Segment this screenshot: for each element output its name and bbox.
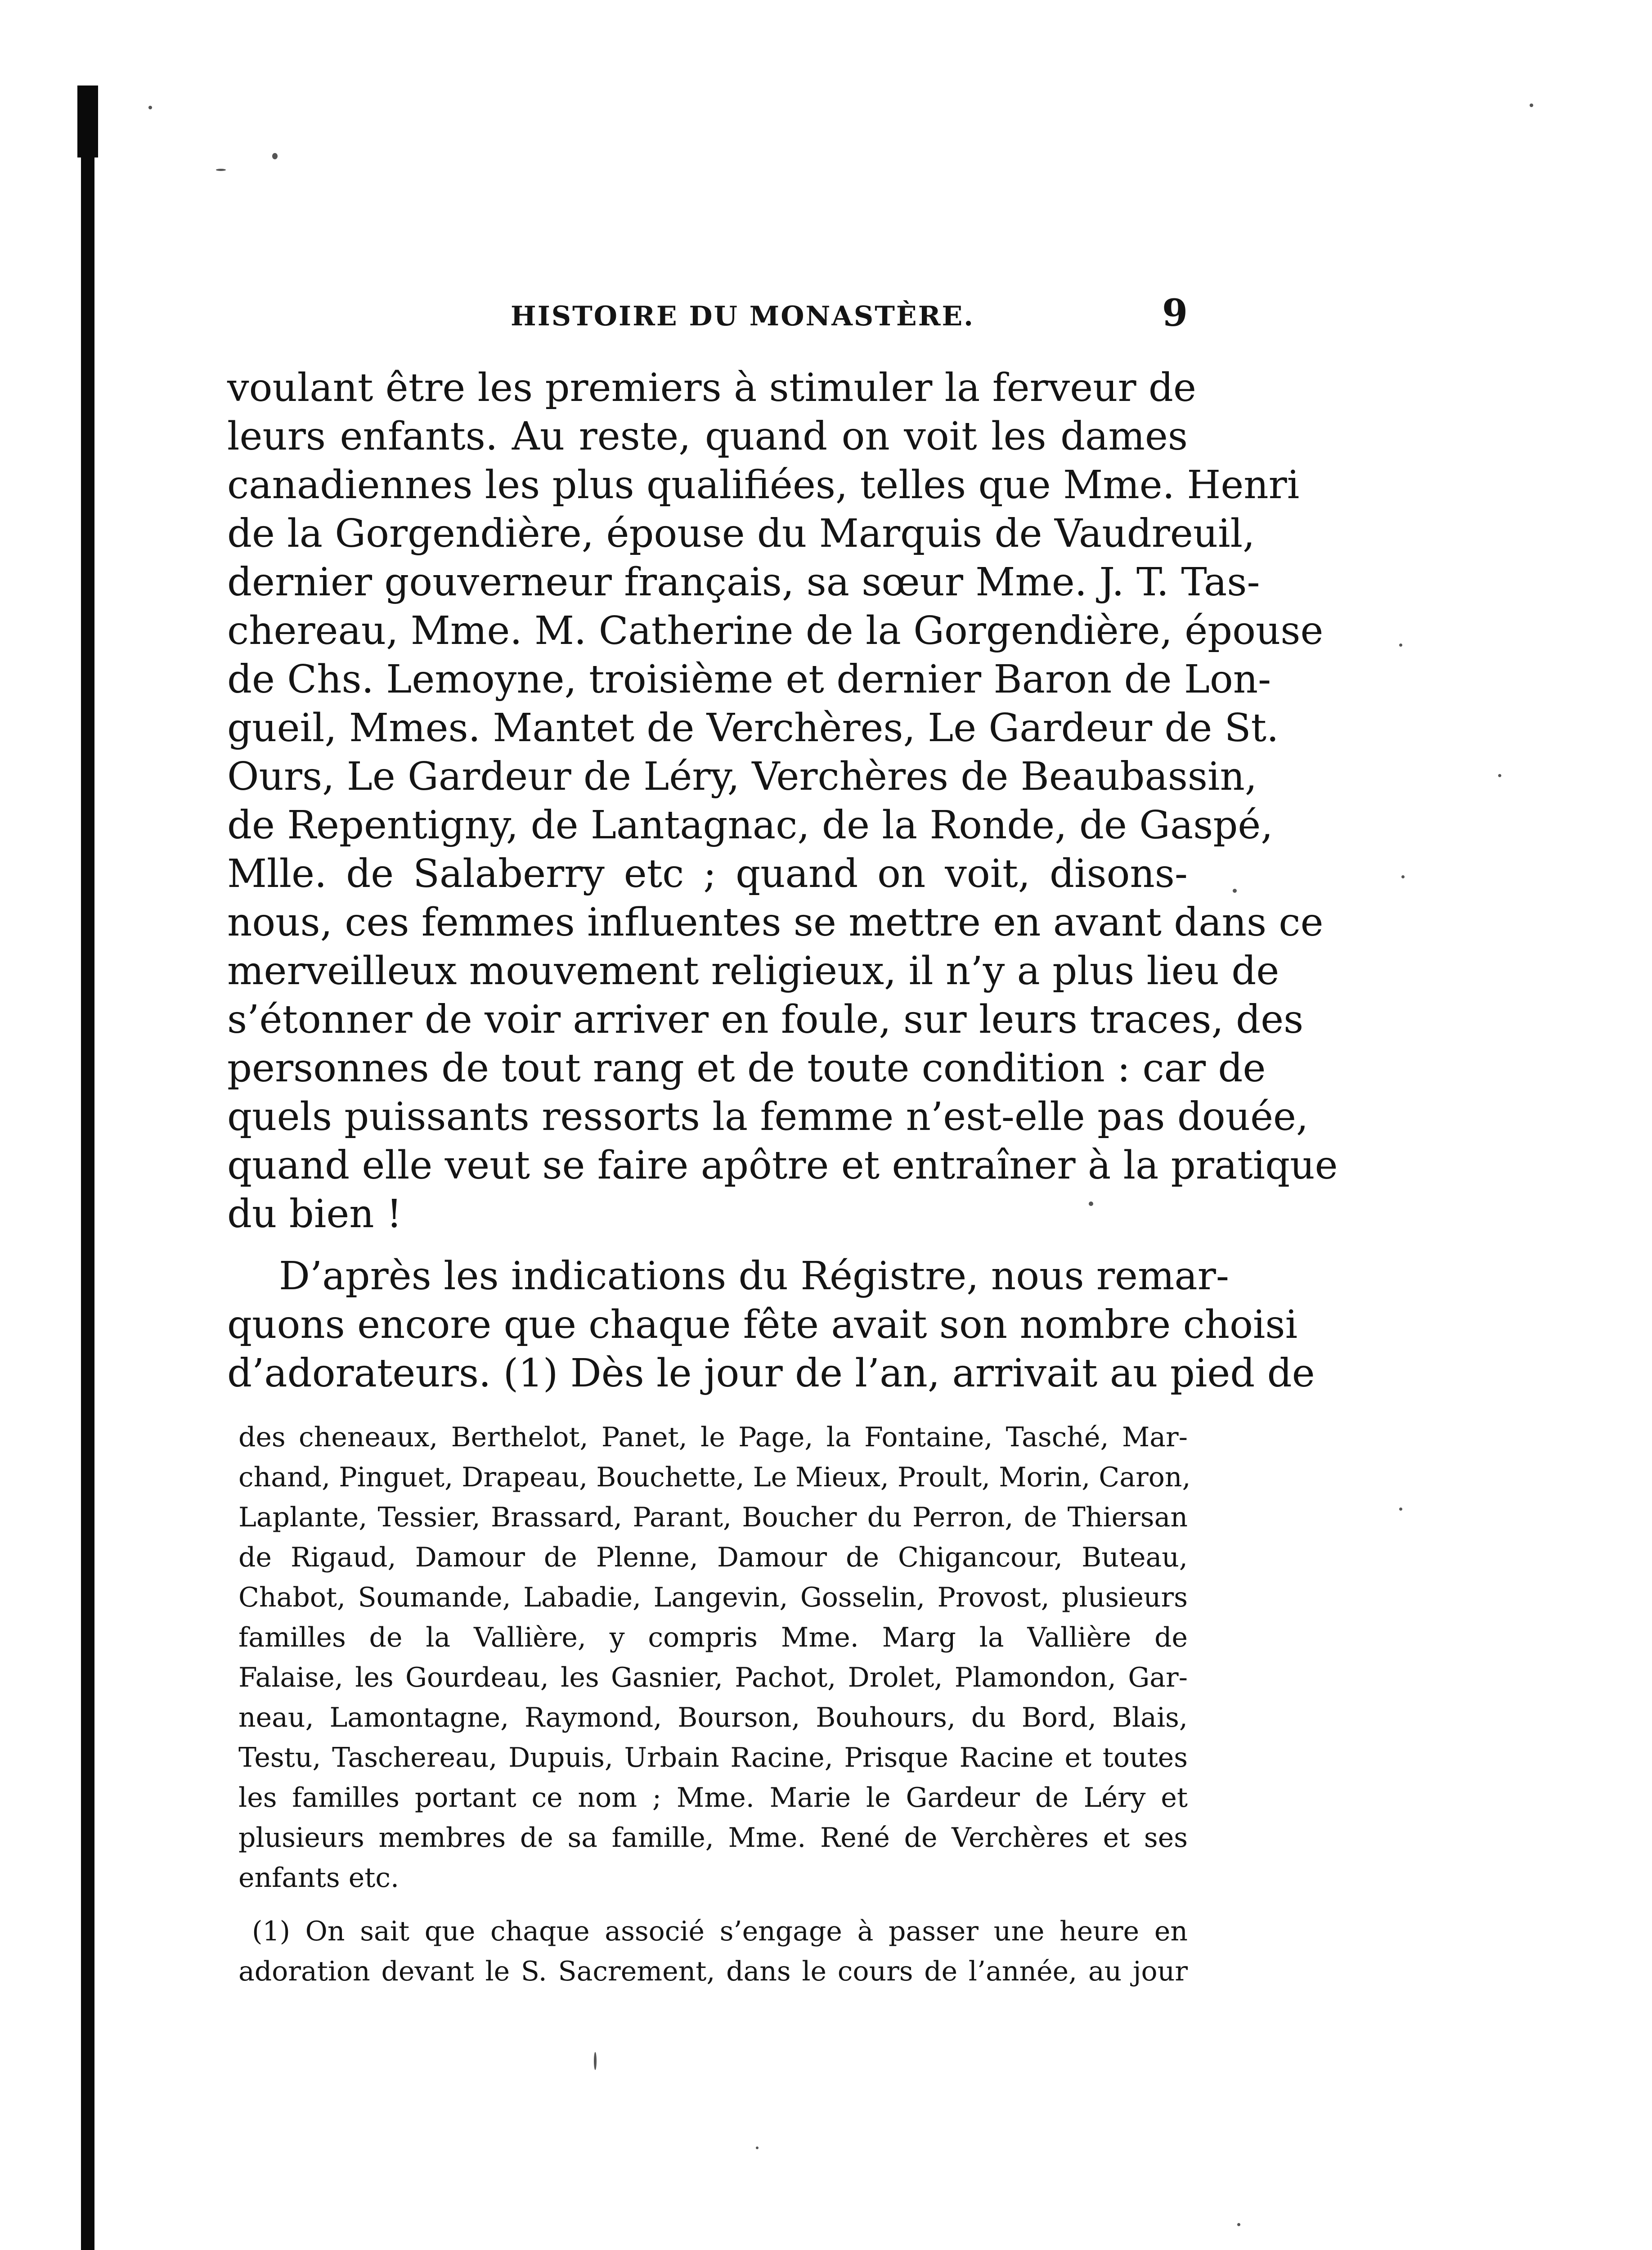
text-line: s’étonner de voir arriver en foule, sur leurs traces, des [227, 997, 1304, 1042]
binding-shadow [81, 86, 94, 2250]
page-header [227, 292, 1188, 341]
scan-speck [756, 2146, 759, 2149]
text-line: du bien ! [227, 1192, 402, 1237]
text-line: quand elle veut se faire apôtre et entraîner à la pratique [227, 1143, 1338, 1188]
main-text [227, 364, 1338, 1398]
footnote-line: chand, Pinguet, Drapeau, Bouchette, Le Mieux, Proult, Morin, Caron, [238, 1462, 1191, 1493]
footnote-line: Falaise, les Gourdeau, les Gasnier, Pachot, Drolet, Plamondon, Gar- [238, 1662, 1188, 1693]
footnote-line: enfants etc. [238, 1862, 400, 1894]
text-line: Mlle. de Salaberry etc ; quand on voit, disons- [227, 851, 1188, 896]
text-line: quons encore que chaque fête avait son nombre choisi [227, 1302, 1298, 1347]
scan-speck [1233, 889, 1237, 893]
text-line: merveilleux mouvement religieux, il n’y a plus lieu de [227, 949, 1279, 994]
scan-speck [1399, 644, 1402, 647]
footnote-line: adoration devant le S. Sacrement, dans le cours de l’année, au jour [238, 1956, 1188, 1987]
text-line: Ours, Le Gardeur de Léry, Verchères de Beaubassin, [227, 754, 1257, 799]
scan-speck [1498, 774, 1501, 777]
scan-speck [1530, 104, 1533, 107]
footnote-line: de Rigaud, Damour de Plenne, Damour de Chigancour, Buteau, [238, 1542, 1188, 1573]
text-line: dernier gouverneur français, sa sœur Mme. J. T. Tas- [227, 560, 1260, 605]
scan-speck [272, 153, 278, 159]
text-line: quels puissants ressorts la femme n’est-elle pas douée, [227, 1094, 1309, 1139]
text-line: de Repentigny, de Lantagnac, de la Ronde, de Gaspé, [227, 803, 1273, 848]
footnote-line: des cheneaux, Berthelot, Panet, le Page, la Fontaine, Tasché, Mar- [238, 1422, 1188, 1453]
footnote-line: Chabot, Soumande, Labadie, Langevin, Gosselin, Provost, plusieurs [238, 1582, 1188, 1613]
footnote-line: neau, Lamontagne, Raymond, Bourson, Bouhours, du Bord, Blais, [238, 1702, 1188, 1733]
footnote-line: Testu, Taschereau, Dupuis, Urbain Racine, Prisque Racine et toutes [238, 1742, 1188, 1773]
footnote-line: les familles portant ce nom ; Mme. Marie le Gardeur de Léry et [238, 1782, 1188, 1814]
footnotes [238, 1418, 1191, 1992]
text-line: D’après les indications du Régistre, nous remar- [279, 1254, 1229, 1299]
footnote-line: Laplante, Tessier, Brassard, Parant, Boucher du Perron, de Thiersan [238, 1502, 1188, 1533]
scan-speck [1089, 1202, 1093, 1206]
text-line: d’adorateurs. (1) Dès le jour de l’an, arrivait au pied de [227, 1351, 1315, 1396]
scan-speck [148, 106, 152, 109]
binding-shadow-top [77, 86, 98, 158]
footnote-line: plusieurs membres de sa famille, Mme. René de Verchères et ses [238, 1822, 1188, 1854]
text-line: gueil, Mmes. Mantet de Verchères, Le Gardeur de St. [227, 706, 1279, 751]
footnote-line: familles de la Vallière, y compris Mme. Marg la Vallière de [238, 1622, 1188, 1653]
scan-speck [1401, 875, 1405, 878]
scan-speck [1399, 1508, 1402, 1511]
footnote-line: (1) On sait que chaque associé s’engage à passer une heure en [252, 1916, 1188, 1947]
text-line: personnes de tout rang et de toute condition : car de [227, 1046, 1266, 1091]
scan-speck [216, 169, 226, 171]
scan-speck [594, 2052, 597, 2070]
scan-speck [1237, 2223, 1240, 2226]
running-head: HISTOIRE DU MONASTÈRE. [511, 301, 975, 332]
text-line: leurs enfants. Au reste, quand on voit les dames [227, 414, 1188, 459]
text-line: chereau, Mme. M. Catherine de la Gorgendière, épouse [227, 608, 1324, 653]
text-line: voulant être les premiers à stimuler la ferveur de [227, 365, 1196, 410]
text-line: de Chs. Lemoyne, troisième et dernier Baron de Lon- [227, 657, 1271, 702]
page-number: 9 [1162, 292, 1188, 335]
text-line: de la Gorgendière, épouse du Marquis de Vaudreuil, [227, 511, 1255, 556]
text-line: nous, ces femmes influentes se mettre en avant dans ce [227, 900, 1324, 945]
text-line: canadiennes les plus qualifiées, telles que Mme. Henri [227, 463, 1300, 508]
